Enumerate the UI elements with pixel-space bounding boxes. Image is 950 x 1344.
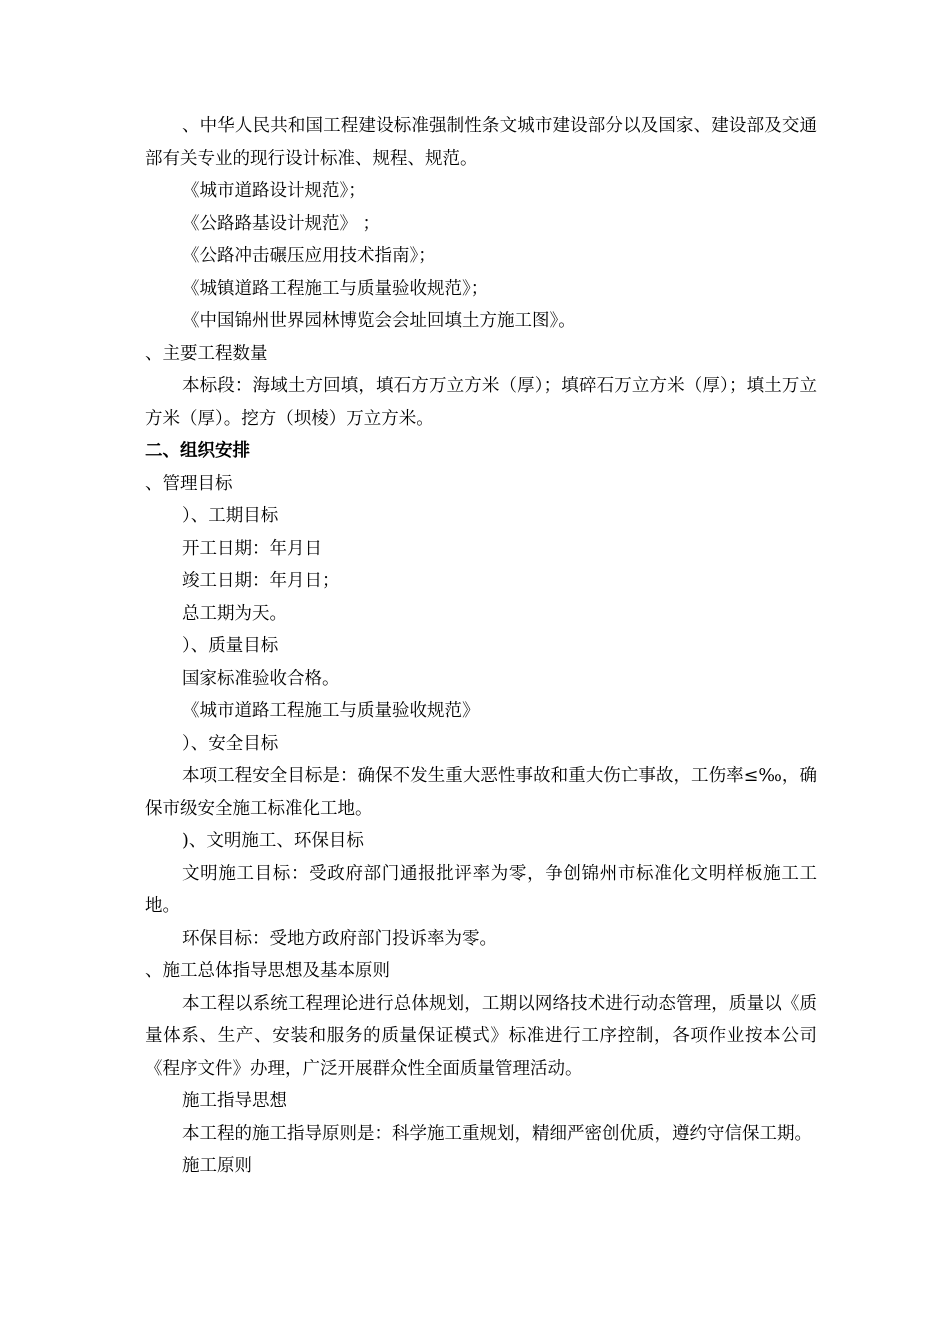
environment-goal: 环保目标：受地方政府部门投诉率为零。 (182, 928, 497, 949)
quantities-paragraph: 本标段：海域土方回填，填石方万立方米（厚）；填碎石万立方米（厚）；填土万立方米（厚）。挖方（坝棱）万立方米。 (145, 376, 817, 429)
basis-standards-paragraph: 、中华人民共和国工程建设标准强制性条文城市建设部分以及国家、建设部及交通部有关专业的现行设计标准、规程、规范。 (145, 116, 817, 169)
subheading-safety-goal: ）、安全目标 (182, 733, 279, 754)
quality-reference: 《城市道路工程施工与质量验收规范》 (182, 701, 480, 721)
guiding-principle-paragraph: 本工程的施工指导原则是：科学施工重规划，精细严密创优质，遵约守信保工期。 (182, 1123, 812, 1144)
total-duration: 总工期为天。 (182, 603, 287, 624)
subheading-schedule-goal: ）、工期目标 (182, 506, 279, 526)
section-heading-guiding-principles: 、施工总体指导思想及基本原则 (145, 961, 390, 981)
safety-goal-paragraph: 本项工程安全目标是：确保不发生重大恶性事故和重大伤亡事故，工伤率≤‰，确保市级安全施工标准化工地。 (145, 766, 817, 819)
section-heading-quantities: 、主要工程数量 (145, 343, 268, 364)
start-date: 开工日期：年月日 (182, 538, 322, 559)
quality-standard: 国家标准验收合格。 (182, 668, 340, 689)
reference-construction-acceptance: 《城镇道路工程施工与质量验收规范》； (182, 278, 489, 299)
section-heading-management-goals: 、管理目标 (145, 473, 233, 494)
document-body (145, 110, 817, 1183)
reference-expo-drawing: 《中国锦州世界园林博览会会址回填土方施工图》。 (182, 311, 576, 331)
reference-city-road-design: 《城市道路设计规范》； (182, 181, 366, 201)
completion-date: 竣工日期：年月日； (182, 571, 340, 591)
subheading-construction-principles: 施工原则 (182, 1156, 252, 1176)
subheading-civilized-environment: )、文明施工、环保目标 (182, 831, 364, 851)
reference-highway-subgrade: 《公路路基设计规范》 ； (182, 213, 381, 234)
reference-impact-rolling: 《公路冲击碾压应用技术指南》； (182, 246, 436, 266)
subheading-guiding-thought: 施工指导思想 (182, 1091, 287, 1111)
system-planning-paragraph: 本工程以系统工程理论进行总体规划，工期以网络技术进行动态管理，质量以《质量体系、生产、安装和服务的质量保证模式》标准进行工序控制，各项作业按本公司《程序文件》办理，广泛开展群众性全面质量管理活动。 (145, 993, 817, 1079)
chapter-heading-organization: 二、组织安排 (145, 441, 250, 461)
subheading-quality-goal: ）、质量目标 (182, 636, 279, 656)
civilized-construction-goal: 文明施工目标：受政府部门通报批评率为零，争创锦州市标准化文明样板施工工地。 (145, 863, 817, 916)
